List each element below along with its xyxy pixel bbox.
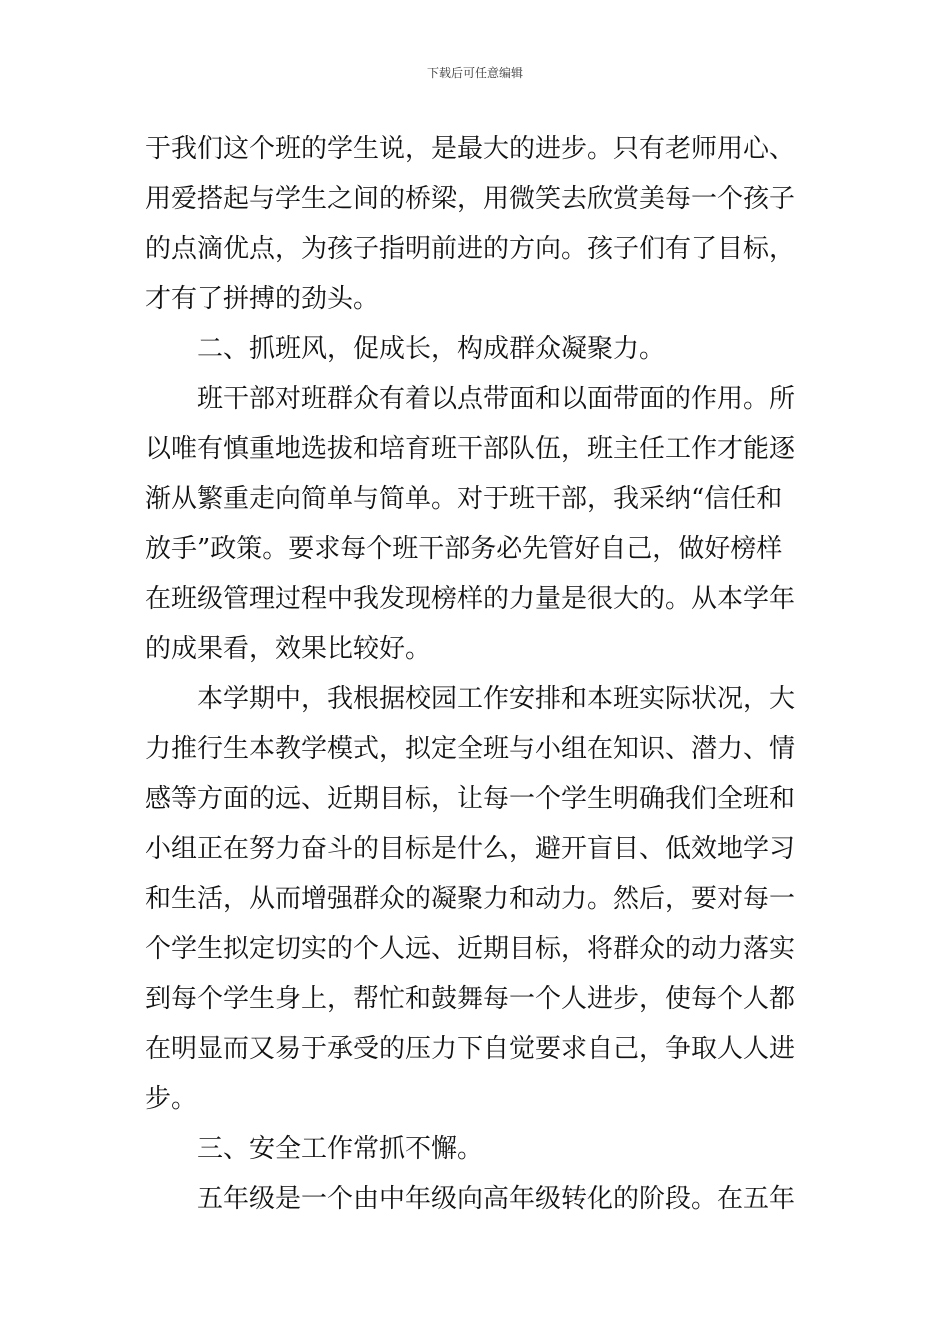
text-line: 放手”政策。要求每个班干部务必先管好自己，做好榜样	[145, 534, 783, 564]
text-line: 个学生拟定切实的个人远、近期目标，将群众的动力落实	[145, 934, 796, 964]
text-line: 在班级管理过程中我发现榜样的力量是很大的。从本学年	[145, 584, 796, 614]
text-line: 力推行生本教学模式，拟定全班与小组在知识、潜力、情	[145, 734, 796, 764]
text-line: 的点滴优点，为孩子指明前进的方向。孩子们有了目标，	[145, 234, 796, 264]
section-heading: 二、抓班风，促成长，构成群众凝聚力。	[197, 334, 666, 364]
text-line: 于我们这个班的学生说，是最大的进步。只有老师用心、	[145, 134, 796, 164]
text-line: 以唯有慎重地选拔和培育班干部队伍，班主任工作才能逐	[145, 434, 796, 464]
text-line: 和生活，从而增强群众的凝聚力和动力。然后，要对每一	[145, 884, 796, 914]
paragraph-start: 本学期中，我根据校园工作安排和本班实际状况，大	[197, 684, 796, 714]
document-body	[145, 124, 805, 1224]
paragraph-start: 五年级是一个由中年级向高年级转化的阶段。在五年	[197, 1184, 796, 1214]
text-line: 渐从繁重走向简单与简单。对于班干部，我采纳“信任和	[145, 484, 783, 514]
section-heading: 三、安全工作常抓不懈。	[197, 1134, 484, 1164]
text-line: 在明显而又易于承受的压力下自觉要求自己，争取人人进	[145, 1034, 796, 1064]
text-line: 步。	[145, 1084, 198, 1114]
text-line: 小组正在努力奋斗的目标是什么，避开盲目、低效地学习	[145, 834, 796, 864]
paragraph-start: 班干部对班群众有着以点带面和以面带面的作用。所	[197, 384, 796, 414]
text-line: 用爱搭起与学生之间的桥梁，用微笑去欣赏美每一个孩子	[145, 184, 796, 214]
text-line: 的成果看，效果比较好。	[145, 634, 432, 664]
text-line: 感等方面的远、近期目标，让每一个学生明确我们全班和	[145, 784, 796, 814]
page-header-note: 下载后可任意编辑	[426, 66, 523, 80]
text-line: 才有了拼搏的劲头。	[145, 284, 380, 314]
text-line: 到每个学生身上，帮忙和鼓舞每一个人进步，使每个人都	[145, 984, 796, 1014]
